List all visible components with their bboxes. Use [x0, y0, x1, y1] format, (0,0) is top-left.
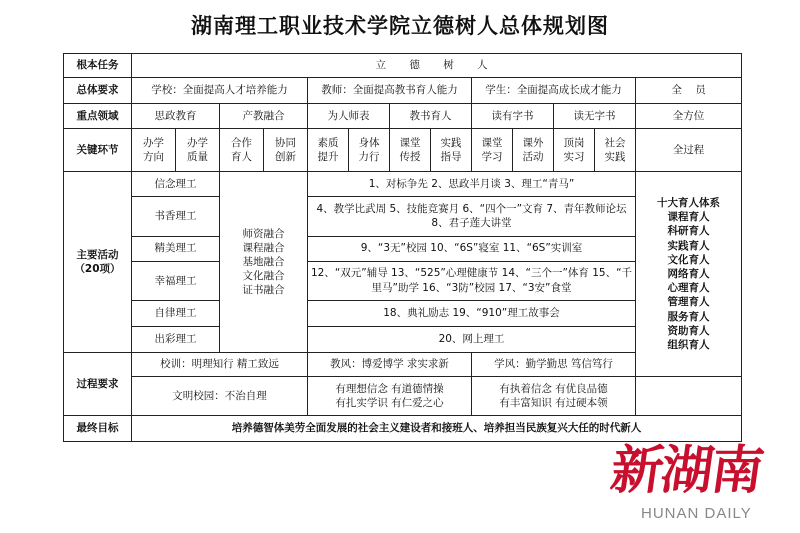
process-spacer [636, 376, 742, 415]
activity-theme: 书香理工 [132, 197, 220, 236]
study-detail: 有执着信念 有优良品德 有丰富知识 有过硬本领 [472, 376, 636, 415]
key-item: 办学 质量 [176, 128, 220, 171]
focus-item: 思政教育 [132, 103, 220, 128]
focus-item: 读无字书 [554, 103, 636, 128]
fusion-list: 师资融合 课程融合 基地融合 文化融合 证书融合 [220, 172, 308, 352]
row-task [64, 54, 742, 78]
study-style: 学风：勤学勤思 笃信笃行 [472, 352, 636, 376]
requirement-student: 学生：全面提高成长成才能力 [472, 77, 636, 103]
page-title: 湖南理工职业技术学院立德树人总体规划图 [191, 14, 609, 38]
focus-all: 全方位 [636, 103, 742, 128]
key-item: 办学 方向 [132, 128, 176, 171]
activity-theme: 信念理工 [132, 172, 220, 197]
requirements-label: 总体要求 [64, 77, 132, 103]
activity-items: 4、教学比武周 5、技能竞赛月 6、“四个一”文育 7、青年教师论坛 8、君子莲大讲堂 [308, 197, 636, 236]
row-requirements [64, 77, 742, 103]
activity-items: 20、网上理工 [308, 326, 636, 352]
school-motto: 校训：明理知行 精工致远 [132, 352, 308, 376]
hunan-daily-wordmark: HUNAN DAILY [641, 505, 752, 522]
civilized-campus: 文明校园：不治自理 [132, 376, 308, 415]
activity-items: 18、典礼励志 19、“910”理工故事会 [308, 300, 636, 326]
activity-items: 9、“3无”校园 10、“6S”寝室 11、“6S”实训室 [308, 236, 636, 261]
focus-label: 重点领域 [64, 103, 132, 128]
key-item: 实践 指导 [431, 128, 472, 171]
goal-value: 培养德智体美劳全面发展的社会主义建设者和接班人、培养担当民族复兴大任的时代新人 [132, 415, 742, 441]
focus-item: 读有字书 [472, 103, 554, 128]
focus-item: 为人师表 [308, 103, 390, 128]
key-item: 课外 活动 [513, 128, 554, 171]
process-label: 过程要求 [64, 352, 132, 415]
goal-label: 最终目标 [64, 415, 132, 441]
hunan-daily-logo: 新湖南 [607, 440, 766, 501]
row-activity [64, 172, 742, 197]
row-focus [64, 103, 742, 128]
activity-items: 1、对标争先 2、思政半月谈 3、理工“青马” [308, 172, 636, 197]
key-all: 全过程 [636, 128, 742, 171]
activity-theme: 精美理工 [132, 236, 220, 261]
key-item: 顶岗 实习 [554, 128, 595, 171]
key-item: 社会 实践 [595, 128, 636, 171]
activities-label: 主要活动 （20项） [64, 172, 132, 352]
key-item: 素质 提升 [308, 128, 349, 171]
plan-table [63, 53, 742, 442]
key-item: 协同 创新 [264, 128, 308, 171]
key-item: 课堂 传授 [390, 128, 431, 171]
focus-item: 产教融合 [220, 103, 308, 128]
task-value: 立 德 树 人 [132, 54, 742, 78]
activity-theme: 出彩理工 [132, 326, 220, 352]
requirement-school: 学校：全面提高人才培养能力 [132, 77, 308, 103]
row-key [64, 128, 742, 171]
key-item: 身体 力行 [349, 128, 390, 171]
requirement-all: 全 员 [636, 77, 742, 103]
activity-items: 12、“双元”辅导 13、“525”心理健康节 14、“三个一”体育 15、“千里马”助学 16、“3防”校园 17、“3安”食堂 [308, 261, 636, 300]
key-label: 关键环节 [64, 128, 132, 171]
teacher-style: 教风：博爱博学 求实求新 [308, 352, 472, 376]
focus-item: 教书育人 [390, 103, 472, 128]
key-item: 课堂 学习 [472, 128, 513, 171]
activity-theme: 幸福理工 [132, 261, 220, 300]
education-systems: 十大育人体系 课程育人 科研育人 实践育人 文化育人 网络育人 心理育人 管理育人 服务育人 资助育人 组织育人 [636, 172, 742, 376]
key-item: 合作 育人 [220, 128, 264, 171]
row-process [64, 376, 742, 415]
task-label: 根本任务 [64, 54, 132, 78]
activity-theme: 自律理工 [132, 300, 220, 326]
requirement-teacher: 教师：全面提高教书育人能力 [308, 77, 472, 103]
teacher-detail: 有理想信念 有道德情操 有扎实学识 有仁爱之心 [308, 376, 472, 415]
